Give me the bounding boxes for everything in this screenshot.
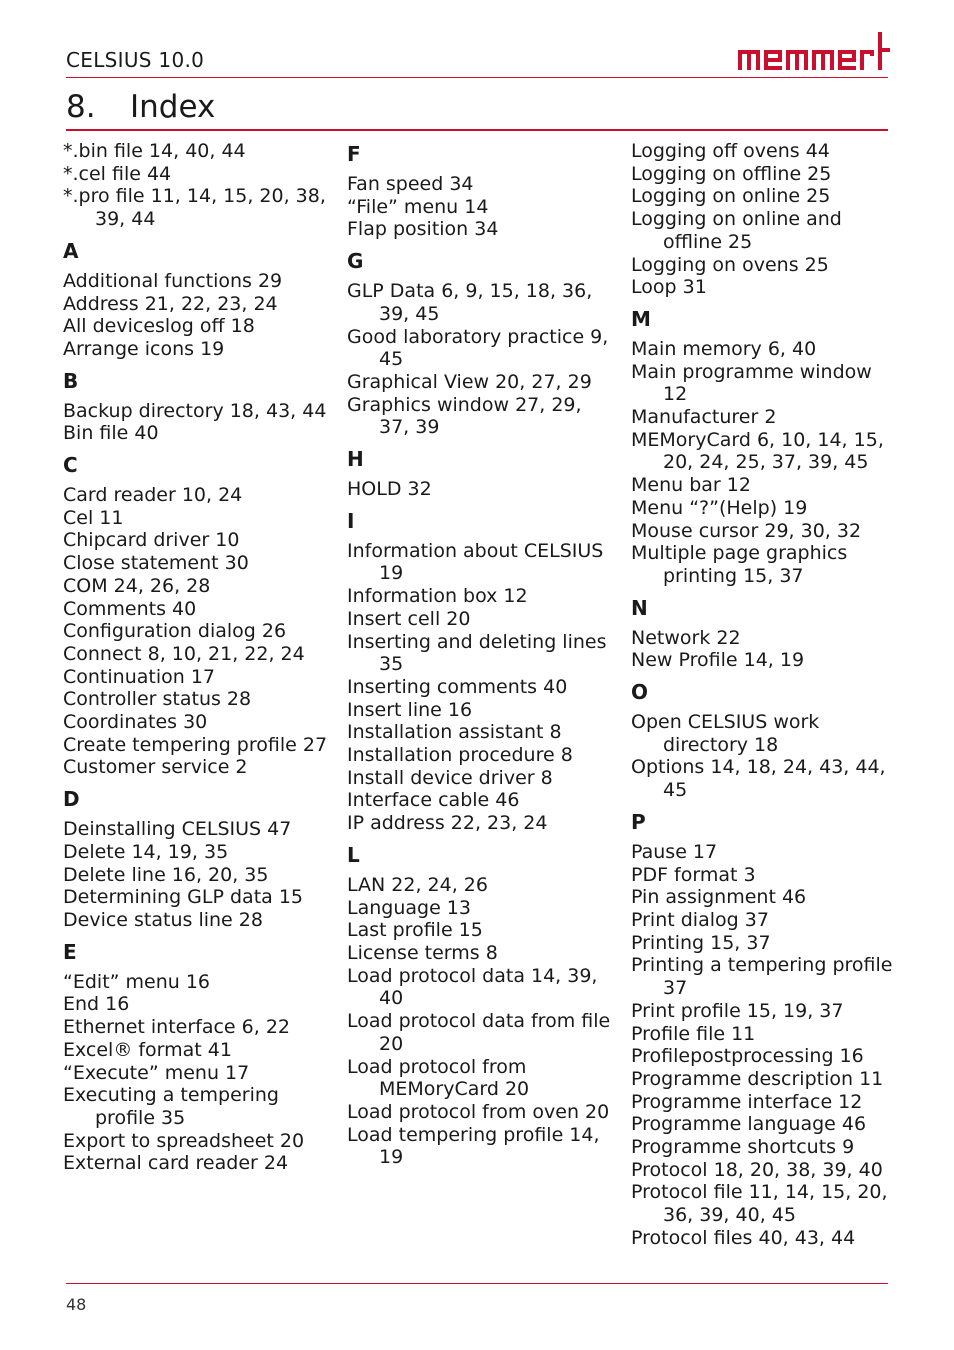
section-title: Index <box>130 89 216 125</box>
index-entry: Graphics window 27, 29, 37, 39 <box>347 393 582 439</box>
index-entry: Loop 31 <box>631 276 707 299</box>
index-entry: Coordinates 30 <box>63 711 208 734</box>
section-number: 8. <box>66 89 96 125</box>
index-entry: Protocol file 11, 14, 15, 20, 36, 39, 40, 45 <box>631 1181 888 1227</box>
index-entry: Comments 40 <box>63 597 197 620</box>
index-entry: Menu bar 12 <box>631 474 751 497</box>
index-entry: External card reader 24 <box>63 1152 289 1175</box>
index-entry: Export to spreadsheet 20 <box>63 1129 305 1152</box>
index-entry: Information about CELSIUS 19 <box>347 539 604 585</box>
index-entry: Flap position 34 <box>347 218 499 241</box>
index-entry: Installation procedure 8 <box>347 744 573 767</box>
index-entry: Card reader 10, 24 <box>63 484 243 507</box>
index-letter-heading: F <box>347 142 361 166</box>
index-entry: Network 22 <box>631 626 741 649</box>
index-entry: Load protocol from MEMoryCard 20 <box>347 1055 530 1101</box>
index-entry: Customer service 2 <box>63 756 248 779</box>
index-entry: Installation assistant 8 <box>347 721 562 744</box>
index-entry: Logging on online and offline 25 <box>631 208 842 253</box>
index-entry: Close statement 30 <box>63 552 249 575</box>
index-entry: Main programme window 12 <box>631 360 872 406</box>
index-entry: Insert cell 20 <box>347 607 471 630</box>
index-column-1 <box>63 140 333 1175</box>
index-entry: *.bin file 14, 40, 44 <box>63 140 246 162</box>
index-entry: Logging on ovens 25 <box>631 253 829 276</box>
index-entry: Insert line 16 <box>347 698 473 721</box>
index-entry: Programme language 46 <box>631 1113 867 1136</box>
index-letter-heading: L <box>347 842 360 867</box>
index-entry: Additional functions 29 <box>63 269 283 292</box>
index-entry: Create tempering profile 27 <box>63 733 328 756</box>
index-entry: Graphical View 20, 27, 29 <box>347 370 592 393</box>
index-entry: Configuration dialog 26 <box>63 620 287 643</box>
index-entry: Device status line 28 <box>63 908 263 931</box>
index-entry: COM 24, 26, 28 <box>63 574 211 597</box>
section-heading <box>66 89 215 125</box>
index-entry: Excel® format 41 <box>63 1038 232 1061</box>
index-entry: Protocol 18, 20, 38, 39, 40 <box>631 1158 883 1181</box>
index-entry: Interface cable 46 <box>347 789 520 812</box>
index-entry: Logging on online 25 <box>631 185 831 208</box>
title-rule <box>66 129 888 131</box>
index-entry: Controller status 28 <box>63 688 252 711</box>
index-entry: Ethernet interface 6, 22 <box>63 1016 291 1039</box>
index-entry: Address 21, 22, 23, 24 <box>63 292 278 315</box>
index-entry: Menu “?”(Help) 19 <box>631 496 808 519</box>
index-entry: Main memory 6, 40 <box>631 337 817 360</box>
index-letter-heading: B <box>63 368 79 393</box>
index-letter-heading: I <box>347 508 355 533</box>
index-entry: Delete 14, 19, 35 <box>63 840 229 863</box>
index-letter-heading: P <box>631 809 646 834</box>
index-column-3 <box>631 140 893 1250</box>
index-entry: Pin assignment 46 <box>631 886 807 909</box>
index-entry: Profile file 11 <box>631 1022 756 1045</box>
index-entry: Continuation 17 <box>63 665 215 688</box>
index-column-2 <box>347 140 617 1169</box>
index-entry: Chipcard driver 10 <box>63 529 240 552</box>
index-letter-heading: C <box>63 453 78 478</box>
index-entry: Bin file 40 <box>63 422 159 445</box>
index-entry: Programme description 11 <box>631 1067 884 1090</box>
index-entry: Install device driver 8 <box>347 766 553 789</box>
index-entry: LAN 22, 24, 26 <box>347 873 488 896</box>
index-entry: Load protocol data from file 20 <box>347 1010 611 1055</box>
index-entry: Programme shortcuts 9 <box>631 1136 855 1159</box>
page-number: 48 <box>66 1295 87 1314</box>
index-entry: Protocol files 40, 43, 44 <box>631 1226 856 1249</box>
index-entry: *.cel file 44 <box>63 162 172 185</box>
index-entry: Inserting and deleting lines 35 <box>347 630 607 676</box>
index-entry: Options 14, 18, 24, 43, 44, 45 <box>631 756 886 802</box>
index-entry: HOLD 32 <box>347 478 432 501</box>
index-entry: Multiple page graphics printing 15, 37 <box>631 542 848 587</box>
index-entry: Manufacturer 2 <box>631 406 777 429</box>
index-entry: Logging off ovens 44 <box>631 140 830 162</box>
index-entry: Profilepostprocessing 16 <box>631 1045 864 1068</box>
index-entry: Load protocol from oven 20 <box>347 1100 610 1123</box>
index-entry: Printing 15, 37 <box>631 931 771 954</box>
index-entry: Executing a tempering profile 35 <box>63 1084 279 1129</box>
document-header-title: CELSIUS 10.0 <box>66 48 205 72</box>
index-letter-heading: E <box>63 939 77 964</box>
footer-rule <box>66 1283 888 1284</box>
index-entry: Programme interface 12 <box>631 1090 863 1113</box>
index-entry: Print dialog 37 <box>631 908 769 931</box>
index-entry: Printing a tempering profile 37 <box>631 954 893 1000</box>
index-entry: Inserting comments 40 <box>347 675 568 698</box>
index-entry: Arrange icons 19 <box>63 337 225 360</box>
index-entry: Backup directory 18, 43, 44 <box>63 399 327 422</box>
index-letter-heading: M <box>631 306 651 331</box>
index-entry: Fan speed 34 <box>347 173 474 195</box>
index-entry: Language 13 <box>347 896 471 919</box>
index-entry: IP address 22, 23, 24 <box>347 812 548 835</box>
memmert-logo <box>738 30 890 72</box>
index-entry: Load tempering profile 14, 19 <box>347 1123 600 1169</box>
index-entry: MEMoryCard 6, 10, 14, 15, 20, 24, 25, 37, 39, 45 <box>631 428 884 474</box>
index-entry: Deinstalling CELSIUS 47 <box>63 818 292 841</box>
index-entry: Good laboratory practice 9, 45 <box>347 325 609 371</box>
index-entry: PDF format 3 <box>631 863 756 886</box>
index-letter-heading: N <box>631 595 648 620</box>
index-entry: New Profile 14, 19 <box>631 649 805 672</box>
index-entry: License terms 8 <box>347 941 498 964</box>
index-letter-heading: D <box>63 787 80 812</box>
index-entry: Mouse cursor 29, 30, 32 <box>631 519 862 542</box>
index-entry: “Edit” menu 16 <box>63 970 211 993</box>
index-entry: Connect 8, 10, 21, 22, 24 <box>63 642 305 665</box>
header-rule <box>66 77 888 78</box>
index-entry: Information box 12 <box>347 585 528 608</box>
index-entry: Pause 17 <box>631 840 718 863</box>
index-entry: Open CELSIUS work directory 18 <box>631 711 820 756</box>
index-entry: Delete line 16, 20, 35 <box>63 863 269 886</box>
index-entry: Print profile 15, 19, 37 <box>631 999 844 1022</box>
index-entry: *.pro file 11, 14, 15, 20, 38, 39, 44 <box>63 185 326 231</box>
index-entry: “File” menu 14 <box>347 195 489 218</box>
index-entry: Last profile 15 <box>347 919 483 942</box>
index-entry: Cel 11 <box>63 506 124 529</box>
index-entry: Logging on offline 25 <box>631 162 832 185</box>
index-letter-heading: A <box>63 238 79 263</box>
index-letter-heading: O <box>631 680 649 705</box>
index-entry: Load protocol data 14, 39, 40 <box>347 964 598 1010</box>
index-entry: GLP Data 6, 9, 15, 18, 36, 39, 45 <box>347 280 593 325</box>
index-letter-heading: G <box>347 249 364 274</box>
index-entry: “Execute” menu 17 <box>63 1061 250 1084</box>
index-entry: All deviceslog off 18 <box>63 315 255 338</box>
index-letter-heading: H <box>347 447 364 472</box>
index-entry: End 16 <box>63 993 130 1016</box>
index-entry: Determining GLP data 15 <box>63 886 304 909</box>
